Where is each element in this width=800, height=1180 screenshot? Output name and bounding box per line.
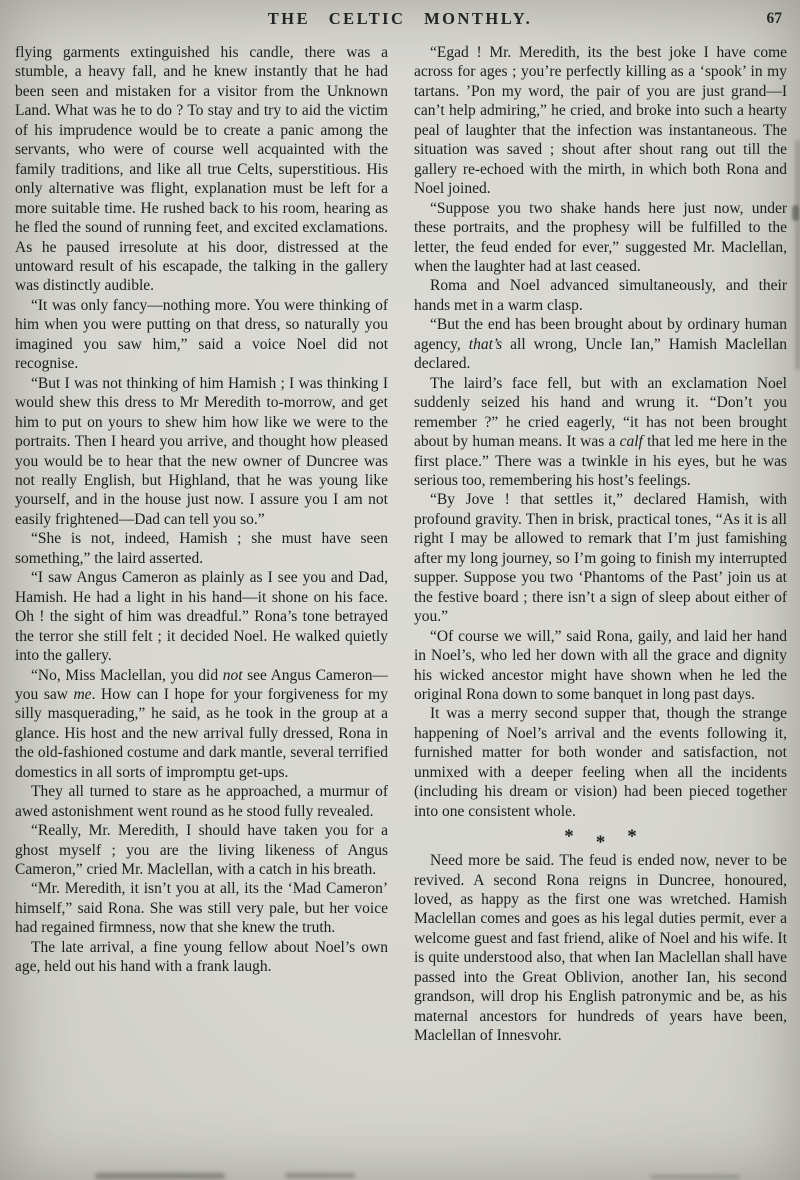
paragraph: “No, Miss Maclellan, you did not see Angus Cameron—you saw me. How can I hope for your forgiveness for my silly masquerading,” he said, as he took in the group at a glance. His host and the new arrival fully dressed, Rona in the old-fashioned costume and dark mantle, several terrified domestics in all sorts of impromptu get-ups. xyxy=(15,666,388,781)
paragraph: flying garments extinguished his candle, there was a stumble, a heavy fall, and he knew instantly that he had been seen and mistaken for a visitor from the Unknown Land. What was he to do ? To stay and try to aid the victim of his imprudence would be to create a panic among the servants, who were of course well acquainted with the family traditions, and like all true Celts, superstitious. His only alternative was flight, explanation must be left for a more suitable time. He rushed back to his room, hearing as he fled the sound of running feet, and excited exclamations. As he paused irresolute at his door, distressed at the untoward result of his escapade, the talking in the gallery was distinctly audible. xyxy=(15,44,388,295)
paragraph: “Of course we will,” said Rona, gaily, and laid her hand in Noel’s, who led her down with all the grace and dignity his wicked ancestor might have shown when he led the original Rona down to some banquet in long past days. xyxy=(414,627,787,703)
paragraph: “It was only fancy—nothing more. You were thinking of him when you were putting on that dress, so naturally you imagined you saw him,” said a voice Noel did not recognise. xyxy=(15,296,388,373)
paragraph: “But the end has been brought about by ordinary human agency, that’s all wrong, Uncle Ian,” Hamish Maclellan declared. xyxy=(414,316,787,373)
paragraph: “Egad ! Mr. Meredith, its the best joke I have come across for ages ; you’re perfectly killing as a ‘spook’ in my tartans. ’Pon my word, the pair of you are just grand—I can’t help admiring,” he cried, and broke into such a hearty peal of laughter that the infection was instantaneous. The situation was saved ; shout after shout rang out till the gallery re-echoed with the mirth, in which both Rona and Noel joined. xyxy=(414,44,787,198)
page-number: 67 xyxy=(766,10,782,27)
paragraph: The laird’s face fell, but with an exclamation Noel suddenly seized his hand and wrung it. “Don’t you remember ?” he cried eagerly, “it has not been brought about by human means. It was a calf that led me here in the first place.” There was a twinkle in his eyes, but he was serious too, remembering his host’s feelings. xyxy=(414,374,787,489)
paragraph: “But I was not thinking of him Hamish ; I was thinking I would shew this dress to Mr Meredith to-morrow, and get him to put on yours to shew him how like we were to the portraits. Then I heard you arrive, and thought how pleased you would be to hear that the new owner of Duncree was not really English, but Highland, that he was young like yourself, and in the house just now. I assure you I am not easily frightened—Dad can tell you so.” xyxy=(15,374,388,528)
paragraph: Need more be said. The feud is ended now, never to be revived. A second Rona reigns in Duncree, honoured, loved, as happy as the first one was wretched. Hamish Maclellan comes and goes as his legal duties permit, ever a welcome guest and fast friend, alike of Noel and his wife. It is quite understood also, that when Ian Maclellan shall have passed into the Great Oblivion, another Ian, his second grandson, will drop his English patronymic and be, as his maternal ancestors for hundreds of years have been, Maclellan of Innesvohr. xyxy=(414,852,787,1045)
scan-artifact xyxy=(95,1173,225,1179)
paragraph: “Mr. Meredith, it isn’t you at all, its the ‘Mad Cameron’ himself,” said Rona. She was still very pale, but her voice had regained firmness, now that she knew the truth. xyxy=(15,880,388,937)
column-right xyxy=(414,43,787,1172)
scan-artifact xyxy=(285,1173,355,1178)
section-separator xyxy=(414,826,787,854)
paragraph: Roma and Noel advanced simultaneously, and their hands met in a warm clasp. xyxy=(414,277,787,314)
paragraph: “I saw Angus Cameron as plainly as I see you and Dad, Hamish. He had a light in his hand—it shone on his face. Oh ! the sight of him was dreadful.” Rona’s tone betrayed the terror she still felt ; it decided Noel. He walked quietly into the gallery. xyxy=(15,569,388,665)
separator-asterisk: * xyxy=(564,826,574,848)
scan-artifact xyxy=(792,205,799,221)
separator-asterisk: * xyxy=(595,832,606,854)
scan-artifact xyxy=(650,1175,740,1179)
paragraph: “She is not, indeed, Hamish ; she must have seen something,” the laird asserted. xyxy=(15,530,388,567)
paragraph: The late arrival, a fine young fellow about Noel’s own age, held out his hand with a frank laugh. xyxy=(15,938,388,976)
paragraph: It was a merry second supper that, though the strange happening of Noel’s arrival and the events following it, furnished matter for both wonder and satisfaction, not unmixed with a deeper feeling when all the incidents (including his dream or vision) had been pieced together into one consistent whole. xyxy=(414,705,787,820)
column-left xyxy=(15,43,388,1172)
paragraph: “Really, Mr. Meredith, I should have taken you for a ghost myself ; you are the living likeness of Angus Cameron,” cried Mr. Maclellan, with a catch in his breath. xyxy=(15,822,388,879)
article-body xyxy=(15,43,787,1172)
journal-title: THE CELTIC MONTHLY. xyxy=(267,9,533,28)
page-header xyxy=(0,9,800,35)
separator-asterisk: * xyxy=(627,826,637,848)
paragraph: They all turned to stare as he approached, a murmur of awed astonishment went round as he stood fully revealed. xyxy=(15,783,388,820)
scan-artifact xyxy=(796,140,800,370)
paragraph: “By Jove ! that settles it,” declared Hamish, with profound gravity. Then in brisk, practical tones, “As it is all right I may be allowed to remark that I’m just famishing after my long journey, so I’m going to finish my interrupted supper. Suppose you two ‘Phantoms of the Past’ join us at the festive board ; there isn’t a sign of sleep about either of you.” xyxy=(414,491,787,626)
paragraph: “Suppose you two shake hands here just now, under these portraits, and the prophesy will be fulfilled to the letter, the feud ended for ever,” suggested Mr. Maclellan, when the laughter had at last ceased. xyxy=(414,199,787,275)
